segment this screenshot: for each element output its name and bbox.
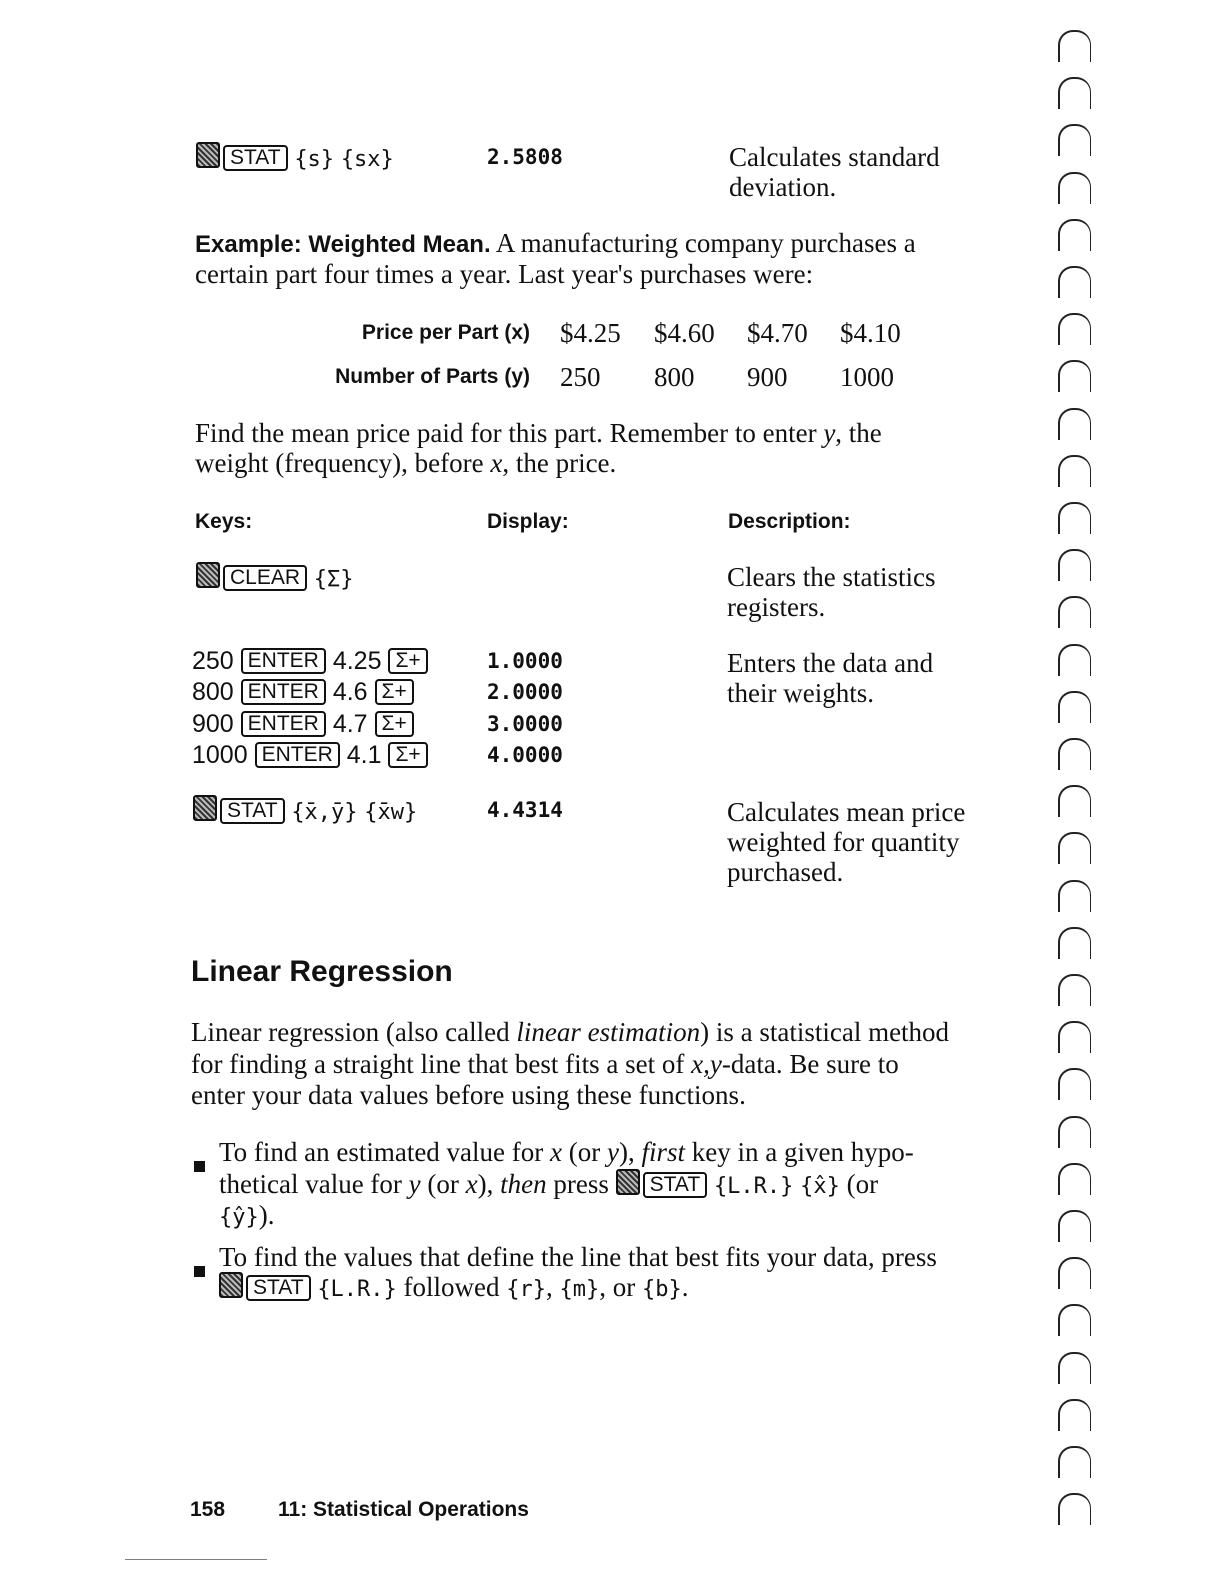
price: 4.7 [332, 710, 368, 738]
chapter-title: 11: Statistical Operations [278, 1498, 529, 1521]
term: linear estimation [516, 1017, 701, 1047]
page-number: 158 [190, 1498, 226, 1521]
keys-std [196, 141, 394, 176]
keys-data-row [192, 708, 414, 740]
count-label: Number of Parts (y) [335, 365, 530, 388]
intro-line-1 [191, 1016, 949, 1048]
var: x,y [691, 1049, 722, 1079]
t: . [681, 1272, 689, 1302]
intro-line-2 [191, 1048, 899, 1080]
var: y [823, 418, 836, 448]
binding-hole-icon [1058, 738, 1091, 770]
binding-hole-icon [1058, 313, 1091, 345]
binding-hole-icon [1058, 549, 1091, 581]
menu-b: {b} [642, 1277, 682, 1302]
intro-line-3: enter your data values before using these functions. [191, 1080, 746, 1110]
binding-hole-icon [1058, 880, 1091, 912]
bullet2-line-2 [219, 1271, 689, 1306]
t: ), [477, 1169, 501, 1199]
display-data-row: 1.0000 [487, 649, 563, 673]
divider [125, 1559, 267, 1560]
binding-hole-icon [1058, 1210, 1091, 1242]
shift-key-icon [193, 795, 217, 821]
menu-r: {r} [506, 1277, 547, 1302]
text: weight (frequency), before [195, 448, 491, 478]
menu-m: {m} [559, 1277, 600, 1302]
t: ), [618, 1137, 642, 1167]
desc-std-1: Calculates standard [729, 142, 940, 172]
text: -data. Be sure to [721, 1049, 899, 1079]
menu-lr: {L.R.} [317, 1277, 397, 1302]
text: for finding a straight line that best fits a set of [191, 1049, 692, 1079]
shift-key-icon [219, 1272, 243, 1298]
t: y [408, 1169, 421, 1199]
t: ). [258, 1200, 275, 1230]
price-4: $4.10 [840, 318, 901, 348]
shift-key-icon [196, 562, 220, 588]
var: x [490, 448, 503, 478]
binding-hole-icon [1058, 832, 1091, 864]
bullet1-line-1 [219, 1136, 914, 1168]
section-title: Linear Regression [191, 955, 453, 988]
display-data-row: 3.0000 [487, 712, 563, 736]
bullet1-line-2 [219, 1168, 878, 1203]
binding-hole-icon [1058, 455, 1091, 487]
enter-key: ENTER [255, 742, 340, 768]
binding-hole-icon [1058, 219, 1091, 251]
example-line-2: certain part four times a year. Last year's purchases were: [195, 259, 814, 289]
menu-sx: {sx} [340, 147, 394, 172]
text: , the price. [502, 448, 617, 478]
binding-hole-icon [1058, 1352, 1091, 1384]
display-std: 2.5808 [487, 145, 563, 169]
text: ) is a statistical method [700, 1017, 950, 1047]
display-data-row: 4.0000 [487, 743, 563, 767]
binding-hole-icon [1058, 408, 1091, 440]
keys-mean [193, 794, 417, 829]
binding-hole-icon [1058, 77, 1091, 109]
stat-key: STAT [643, 1172, 708, 1198]
weight: 1000 [192, 741, 248, 769]
bullet-icon [194, 1147, 205, 1179]
enter-key: ENTER [241, 648, 326, 674]
binding-hole-icon [1058, 30, 1091, 62]
shift-key-icon [196, 142, 220, 168]
binding-hole-icon [1058, 1116, 1091, 1148]
desc-mean-3: purchased. [727, 857, 844, 887]
text: Linear regression (also called [191, 1017, 517, 1047]
desc-std-2: deviation. [729, 172, 837, 202]
keys-data-row [192, 645, 428, 677]
t: x [550, 1137, 562, 1167]
t: press [546, 1169, 616, 1199]
binding-hole-icon [1058, 1068, 1091, 1100]
t: first [641, 1137, 685, 1167]
count-4: 1000 [840, 362, 894, 392]
count-3: 900 [747, 362, 788, 392]
price-label: Price per Part (x) [361, 321, 530, 344]
binding-hole-icon [1058, 1021, 1091, 1053]
binding-hole-icon [1058, 1304, 1091, 1336]
sigma-plus-key: Σ+ [375, 711, 414, 737]
enter-key: ENTER [241, 679, 326, 705]
t: (or [562, 1137, 607, 1167]
t: (or [839, 1169, 879, 1199]
binding-hole-icon [1058, 1493, 1091, 1525]
example-line-1 [195, 227, 916, 261]
enter-key: ENTER [241, 711, 326, 737]
t: y [606, 1137, 619, 1167]
binding-hole-icon [1058, 1257, 1091, 1289]
price-2: $4.60 [654, 318, 715, 348]
binding-hole-icon [1058, 1399, 1091, 1431]
menu-xhat: {x̂} [800, 1174, 840, 1199]
stat-key: STAT [223, 145, 288, 171]
binding-hole-icon [1058, 266, 1091, 298]
menu-lr: {L.R.} [713, 1174, 794, 1199]
weight: 800 [192, 678, 234, 706]
find-line-2 [195, 447, 616, 479]
price: 4.1 [346, 741, 382, 769]
display-mean: 4.4314 [487, 798, 563, 822]
header-description: Description: [728, 510, 851, 533]
keys-data-row [192, 676, 414, 708]
weight: 900 [192, 710, 234, 738]
bullet1-line-3 [219, 1199, 275, 1234]
t: (or [420, 1169, 466, 1199]
binding-hole-icon [1058, 974, 1091, 1006]
t: key in a given hypo- [685, 1137, 914, 1167]
desc-mean-2: weighted for quantity [727, 827, 960, 857]
binding-hole-icon [1058, 1163, 1091, 1195]
menu-xy-mean: {x̄,ȳ} [291, 800, 358, 825]
header-display: Display: [487, 510, 569, 533]
count-2: 800 [654, 362, 695, 392]
t: then [500, 1169, 547, 1199]
binding-hole-icon [1058, 691, 1091, 723]
menu-s: {s} [294, 147, 335, 172]
binding-hole-icon [1058, 785, 1091, 817]
stat-key: STAT [220, 798, 285, 824]
sigma-plus-key: Σ+ [375, 679, 414, 705]
binding-hole-icon [1058, 1446, 1091, 1478]
binding-hole-icon [1058, 172, 1091, 204]
weight: 250 [192, 647, 234, 675]
t: , [546, 1272, 560, 1302]
sigma-plus-key: Σ+ [388, 742, 427, 768]
text: Find the mean price paid for this part. Remember to enter [195, 418, 824, 448]
price-3: $4.70 [747, 318, 808, 348]
binding-hole-icon [1058, 360, 1091, 392]
desc-data-2: their weights. [727, 678, 874, 708]
menu-yhat: {ŷ} [219, 1205, 259, 1230]
desc-mean-1: Calculates mean price [727, 797, 966, 827]
header-keys: Keys: [195, 510, 253, 533]
desc-clear-1: Clears the statistics [727, 562, 936, 592]
stat-key: STAT [246, 1275, 311, 1301]
binding-hole-icon [1058, 124, 1091, 156]
keys-data-row [192, 739, 428, 771]
price: 4.6 [332, 678, 368, 706]
bullet-icon [194, 1252, 205, 1284]
t: , or [599, 1272, 643, 1302]
t: To find an estimated value for [219, 1137, 551, 1167]
keys-clear [196, 561, 354, 596]
example-title: Example: Weighted Mean. [195, 231, 491, 258]
t: followed [396, 1272, 507, 1302]
find-line-1 [195, 417, 882, 449]
binding-hole-icon [1058, 927, 1091, 959]
shift-key-icon [616, 1169, 640, 1195]
display-data-row: 2.0000 [487, 680, 563, 704]
price: 4.25 [332, 647, 382, 675]
desc-clear-2: registers. [727, 592, 826, 622]
menu-sigma: {Σ} [313, 567, 354, 592]
price-1: $4.25 [560, 318, 621, 348]
text: , the [835, 418, 882, 448]
binding-hole-icon [1058, 596, 1091, 628]
menu-xw: {x̄w} [364, 800, 418, 825]
sigma-plus-key: Σ+ [388, 648, 427, 674]
binding-hole-icon [1058, 644, 1091, 676]
example-text: A manufacturing company purchases a [490, 228, 916, 258]
binding-hole-icon [1058, 502, 1091, 534]
count-1: 250 [560, 362, 601, 392]
t: thetical value for [219, 1169, 409, 1199]
t: x [465, 1169, 478, 1199]
clear-key: CLEAR [223, 565, 307, 591]
desc-data-1: Enters the data and [727, 648, 934, 678]
bullet2-line-1: To find the values that define the line that best fits your data, press [219, 1242, 937, 1272]
